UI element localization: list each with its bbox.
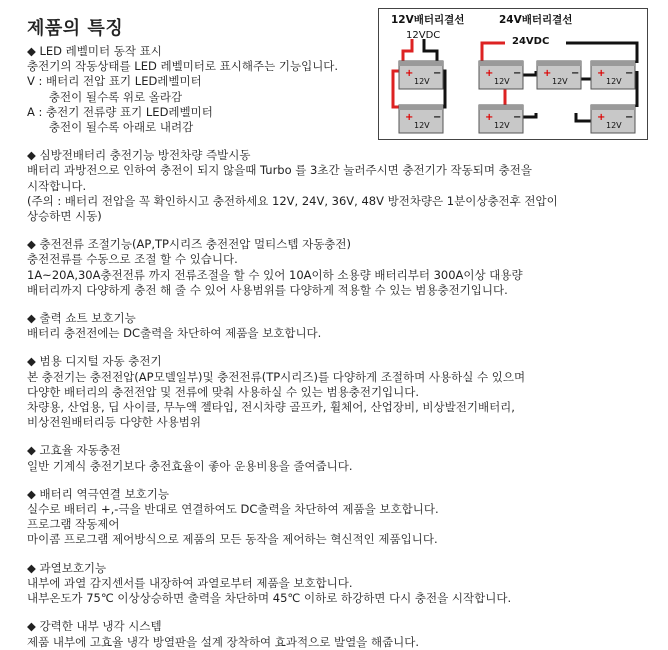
svg-text:−: −: [625, 68, 634, 79]
section-heading: ◆ 강력한 내부 냉각 시스템: [27, 619, 162, 634]
section-line: 내부온도가 75℃ 이상상승하면 출력을 차단하며 45℃ 이하로 하강하면 다시 충전을 시작합니다.: [27, 591, 512, 606]
feature-list: [27, 44, 627, 650]
section-heading: ◆ 배터리 역극연결 보호기능: [27, 486, 170, 501]
section-cooling-system: [27, 619, 627, 649]
section-line: (주의 : 배터리 전압을 꼭 확인하시고 충전하세요 12V, 24V, 36V, 48V 방전차량은 1분이상충전후 전압이: [27, 193, 558, 208]
svg-text:−: −: [625, 112, 634, 123]
svg-text:−: −: [433, 68, 442, 79]
svg-text:+: +: [485, 68, 494, 79]
svg-text:−: −: [571, 68, 580, 79]
section-line: 다양한 배터리의 충전전압 및 전류에 맞춰 사용하실 수 있는 범용충전기입니다.: [27, 384, 420, 399]
section-reverse-polarity: [27, 487, 627, 548]
section-current-control: [27, 237, 627, 298]
svg-text:+: +: [597, 112, 606, 123]
svg-text:−: −: [513, 112, 522, 123]
section-line: 마이콤 프로그램 제어방식으로 제품의 모든 동작을 제어하는 혁신적인 제품입니다.: [27, 532, 438, 547]
section-high-efficiency: [27, 443, 627, 473]
label-12vdc: 12VDC: [406, 30, 441, 41]
svg-text:12V: 12V: [606, 121, 622, 130]
section-line: 비상전원배터리등 다양한 사용범위: [27, 415, 201, 430]
section-short-protection: [27, 311, 627, 341]
section-line: 충전이 될수록 위로 올라감: [27, 89, 183, 104]
section-line: 충전이 될수록 아래로 내려감: [27, 120, 194, 135]
section-line: 배터리까지 다양하게 충전 해 줄 수 있어 사용범위를 다양하게 적용할 수 있는 범용충전기입니다.: [27, 282, 508, 297]
label-12v-wiring: 12V배터리결선: [391, 14, 465, 26]
section-line: 1A~20A,30A충전전류 까지 전류조절을 할 수 있어 10A이하 소용량 배터리부터 300A이상 대용량: [27, 267, 523, 282]
section-line: 실수로 배터리 +,-극을 반대로 연결하여도 DC출력을 차단하여 제품을 보호합니다.: [27, 502, 439, 517]
section-heading: ◆ 고효율 자동충전: [27, 443, 121, 458]
label-24vdc: 24VDC: [512, 36, 550, 47]
section-line: 제품 내부에 고효율 냉각 방열판을 설계 장착하여 효과적으로 발열을 해줍니다.: [27, 634, 420, 649]
section-line: A : 충전기 전류량 표기 LED레벨미터: [27, 104, 213, 119]
section-heading: ◆ 과열보호기능: [27, 560, 107, 575]
page-title: 제품의 특징: [27, 18, 124, 39]
section-line: 차량용, 산업용, 딥 사이클, 무누액 젤타입, 전시차량 골프카, 휠체어, 산업장비, 비상발전기배터리,: [27, 400, 515, 415]
svg-text:+: +: [405, 112, 414, 123]
section-heading: ◆ 심방전배터리 충전기능 방전차량 즉발시동: [27, 148, 251, 163]
section-heading: ◆ 출력 쇼트 보호기능: [27, 311, 136, 326]
svg-text:12V: 12V: [494, 77, 510, 86]
section-line: V : 배터리 전압 표기 LED레벨미터: [27, 74, 202, 89]
section-line: 본 충전기는 충전전압(AP모델일부)및 충전전류(TP시리즈)를 다양하게 조절하며 사용하실 수 있으며: [27, 369, 526, 384]
section-line: 프로그램 작동제어: [27, 517, 120, 532]
svg-text:12V: 12V: [494, 121, 510, 130]
section-heading: ◆ 충전전류 조절기능(AP,TP시리즈 충전전압 멀티스텝 자동충전): [27, 237, 352, 252]
section-line: 내부에 과열 감지센서를 내장하여 과열로부터 제품을 보호합니다.: [27, 575, 353, 590]
section-line: 일반 기계식 충전기보다 충전효율이 좋아 운용비용을 줄여줍니다.: [27, 458, 353, 473]
section-line: 시작합니다.: [27, 178, 87, 193]
label-24v-wiring: 24V배터리결선: [499, 14, 573, 26]
section-deep-discharge: [27, 148, 627, 224]
svg-text:12V: 12V: [606, 77, 622, 86]
svg-text:+: +: [405, 68, 414, 79]
section-heading: ◆ 범용 디지털 자동 충전기: [27, 354, 162, 369]
svg-text:+: +: [597, 68, 606, 79]
section-line: 배터리 충전전에는 DC출력을 차단하여 제품을 보호합니다.: [27, 326, 322, 341]
section-line: 배터리 과방전으로 인하여 충전이 되지 않을때 Turbo 를 3초간 눌러주시면 충전기가 작동되며 충전을: [27, 163, 532, 178]
section-line: 충전전류를 수동으로 조절 할 수 있습니다.: [27, 252, 238, 267]
section-overheat-protection: [27, 561, 627, 607]
section-led-meter: [27, 44, 627, 135]
section-line: 충전기의 작동상태를 LED 레벨미터로 표시해주는 기능입니다.: [27, 59, 339, 74]
section-line: 상승하면 시동): [27, 209, 102, 224]
section-heading: ◆ LED 레벨미터 동작 표시: [27, 44, 162, 58]
svg-text:−: −: [433, 112, 442, 123]
svg-text:12V: 12V: [414, 121, 430, 130]
section-universal-charger: [27, 354, 627, 430]
svg-text:+: +: [485, 112, 494, 123]
svg-text:12V: 12V: [414, 77, 430, 86]
svg-text:+: +: [543, 68, 552, 79]
svg-text:12V: 12V: [552, 77, 568, 86]
svg-text:−: −: [513, 68, 522, 79]
